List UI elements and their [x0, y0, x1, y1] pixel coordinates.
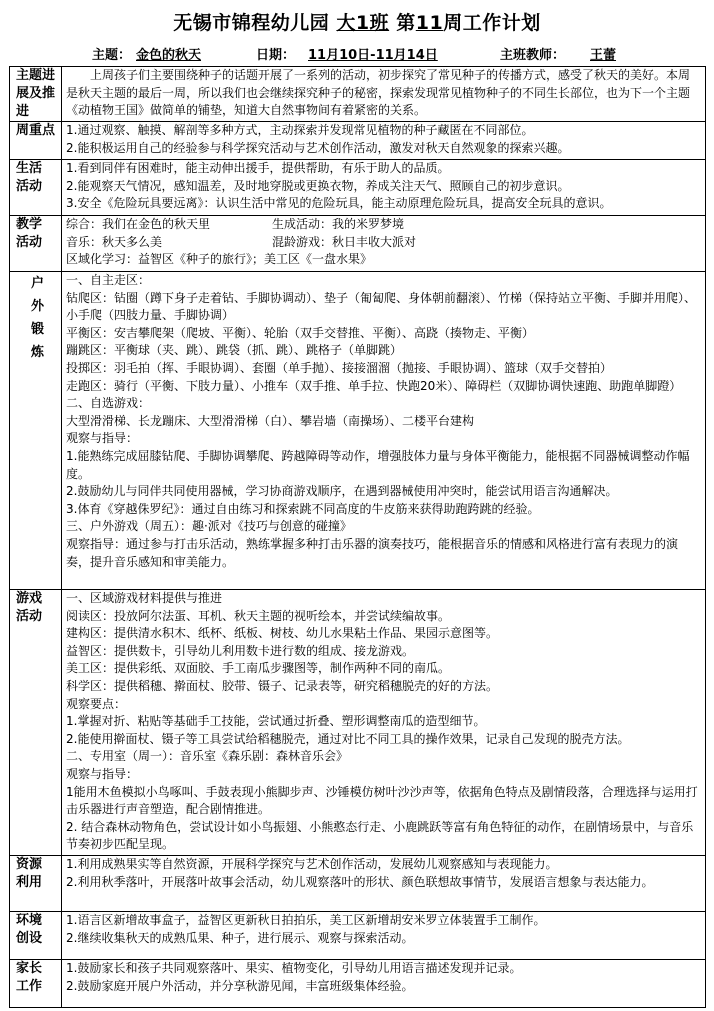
content-outdoor-exercise: 一、自主走区： 钻爬区：钻圈（蹲下身子走着钻、手脚协调动）、垫子（匍匐爬、身体朝前翻滚）、竹梯（保持站立平衡、手脚并用爬）、小手爬（四肢力量、手脚协调） 平衡区：安吉攀爬架（爬坡、平衡）、轮胎（双手交替推、平衡）、高跷（揍物走、平衡） 蹦跳区：平衡球（夹、跳）、跳袋（抓、跳）、跳格子（单脚跳） 投掷区：羽毛拍（挥、手眼协调）、套圈（单手抛）、接接溜溜（抛接、手眼协调）、篮球（双手交替拍） 走跑区：骑行（平衡、下肢力量）、小推车（双手推、单手拉、快跑20米）、障碍栏（双脚协调快速跑、助跑单脚蹬） 二、自选游戏： 大型滑滑梯、长龙蹦床、大型滑滑梯（白）、攀岩墙（南操场）、二楼平台建构 观察与指导： 1.能熟练完成屈膝钻爬、手脚协调攀爬、跨越障碍等动作，增强肢体力量与身体平衡能力，能根据不同器械调整动作幅度。 2.鼓励幼儿与同伴共同使用器械，学习协商游戏顺序，在遇到器械使用冲突时，能尝试用语言沟通解决。 3.体育《穿越侏罗纪》：通过自由练习和探索跳不同高度的牛皮筋来获得助跑跨跳的经验。 三、户外游戏（周五）：趣·派对《技巧与创意的碰撞》 观察指导：通过参与打击乐活动，熟练掌握多种打击乐器的演奏技巧，能根据音乐的情感和风格进行富有表现力的演奏，提升音乐感知和审美能力。 [62, 272, 706, 590]
content-game-activity: 一、区域游戏材料提供与推进 阅读区：投放阿尔法蛋、耳机、秋天主题的视听绘本，并尝试续编故事。 建构区：提供清水积木、纸杯、纸板、树枝、幼儿水果粘土作品、果园示意图等。 益智区：提供数卡，引导幼儿利用数卡进行数的组成、接龙游戏。 美工区：提供彩纸、双面胶、手工南瓜步骤图等，制作两种不同的南瓜。 科学区：提供稻穗、擀面杖、胶带、镊子、记录表等，研究稻穗脱壳的好的方法。 观察要点： 1.掌握对折、粘贴等基础手工技能，尝试通过折叠、塑形调整南瓜的造型细节。 2.能使用擀面杖、镊子等工具尝试给稻穗脱壳，通过对比不同工具的操作效果，记录自己发现的脱壳方法。 二、专用室（周一）：音乐室《森乐剧：森林音乐会》 观察与指导： 1能用木鱼模拟小鸟啄叫、手鼓表现小熊脚步声、沙锤模仿树叶沙沙声等，依据角色特点及剧情段落，合理选择与运用打击乐器进行声音塑造，配合剧情推进。 2. 结合森林动物角色，尝试设计如小鸟振翅、小熊憨态行走、小鹿跳跃等富有角色特征的动作，在剧情场景中，与音乐节奏初步匹配呈现。 [62, 590, 706, 856]
date-value: 11月10日-11月14日 [308, 48, 438, 63]
theme-value: 金色的秋天 [136, 48, 202, 63]
row-game-activity [10, 590, 706, 856]
label-theme-progress: 主题进 展及推 进 [10, 67, 62, 122]
teacher-value: 王蕾 [590, 48, 617, 63]
content-theme-progress: 上周孩子们主要围绕种子的话题开展了一系列的活动，初步探究了常见种子的传播方式，感受了秋天的美好。本周是秋天主题的最后一周，所以我们也会继续探究种子的秘密，探索发现常见植物种子的不同生长部位，也为下一个主题《动植物王国》做简单的铺垫，知道大自然事物间有着紧密的关系。 [62, 67, 706, 122]
teaching-pair: 音乐：秋天多么美 混龄游戏：秋日丰收大派对 [66, 234, 417, 249]
row-weekly-focus [10, 122, 706, 160]
label-parent-work: 家长 工作 [10, 960, 62, 1008]
row-life-activity [10, 160, 706, 216]
content-environment-setup: 1.语言区新增故事盒子，益智区更新秋日拍拍乐，美工区新增胡安米罗立体装置手工制作。 2.继续收集秋天的成熟瓜果、种子，进行展示、观察与探索活动。 [62, 912, 706, 960]
content-resource-use: 1.利用成熟果实等自然资源，开展科学探究与艺术创作活动，发展幼儿观察感知与表现能力。 2.利用秋季落叶，开展落叶故事会活动，幼儿观察落叶的形状、颜色联想故事情节，发展语言想象与表达能力。 [62, 856, 706, 912]
label-resource-use: 资源 利用 [10, 856, 62, 912]
plan-info-line [0, 44, 714, 64]
row-environment-setup [10, 912, 706, 960]
label-environment-setup: 环境 创设 [10, 912, 62, 960]
content-weekly-focus: 1.通过观察、触摸、解剖等多种方式，主动探索并发现常见植物的种子藏匿在不同部位。 2.能积极运用自己的经验参与科学探究活动与艺术创作活动，激发对秋天自然观象的探索兴趣。 [62, 122, 706, 160]
class-name: 大1班 [336, 12, 390, 34]
theme-label: 主题： [92, 48, 132, 63]
label-teaching-activity: 教学 活动 [10, 216, 62, 272]
date-label: 日期： [256, 48, 296, 63]
plan-table [9, 66, 706, 1008]
teaching-pair: 综合：我们在金色的秋天里 生成活动：我的米罗梦境 [66, 217, 405, 231]
teacher-label: 主班教师： [500, 48, 566, 63]
label-outdoor-exercise: 户 外 锻 炼 [10, 272, 62, 590]
label-game-activity: 游戏 活动 [10, 590, 62, 856]
row-theme-progress [10, 67, 706, 122]
week-number: 11 [415, 12, 444, 34]
row-parent-work [10, 960, 706, 1008]
page-title: 无锡市锦程幼儿园 大1班 第11周工作计划 [173, 12, 541, 34]
label-life-activity: 生活 活动 [10, 160, 62, 216]
row-teaching-activity [10, 216, 706, 272]
row-resource-use [10, 856, 706, 912]
content-life-activity: 1.看到同伴有困难时，能主动伸出援手，提供帮助，有乐于助人的品质。 2.能观察天气情况，感知温差，及时地穿脱或更换衣物，养成关注天气、照顾自己的初步意识。 3.安全《危险玩具要远离》：认识生活中常见的危险玩具，能主动原理危险玩具，提高安全玩具的意识。 [62, 160, 706, 216]
content-parent-work: 1.鼓励家长和孩子共同观察落叶、果实、植物变化，引导幼儿用语言描述发现并记录。 2.鼓励家庭开展户外活动，并分享秋游见闻，丰富班级集体经验。 [62, 960, 706, 1008]
row-outdoor-exercise [10, 272, 706, 590]
label-weekly-focus: 周重点 [10, 122, 62, 160]
content-teaching-activity: 综合：我们在金色的秋天里 生成活动：我的米罗梦境 音乐：秋天多么美 混龄游戏：秋日丰收大派对 区域化学习：益智区《种子的旅行》；美工区《一盘水果》 [62, 216, 706, 272]
